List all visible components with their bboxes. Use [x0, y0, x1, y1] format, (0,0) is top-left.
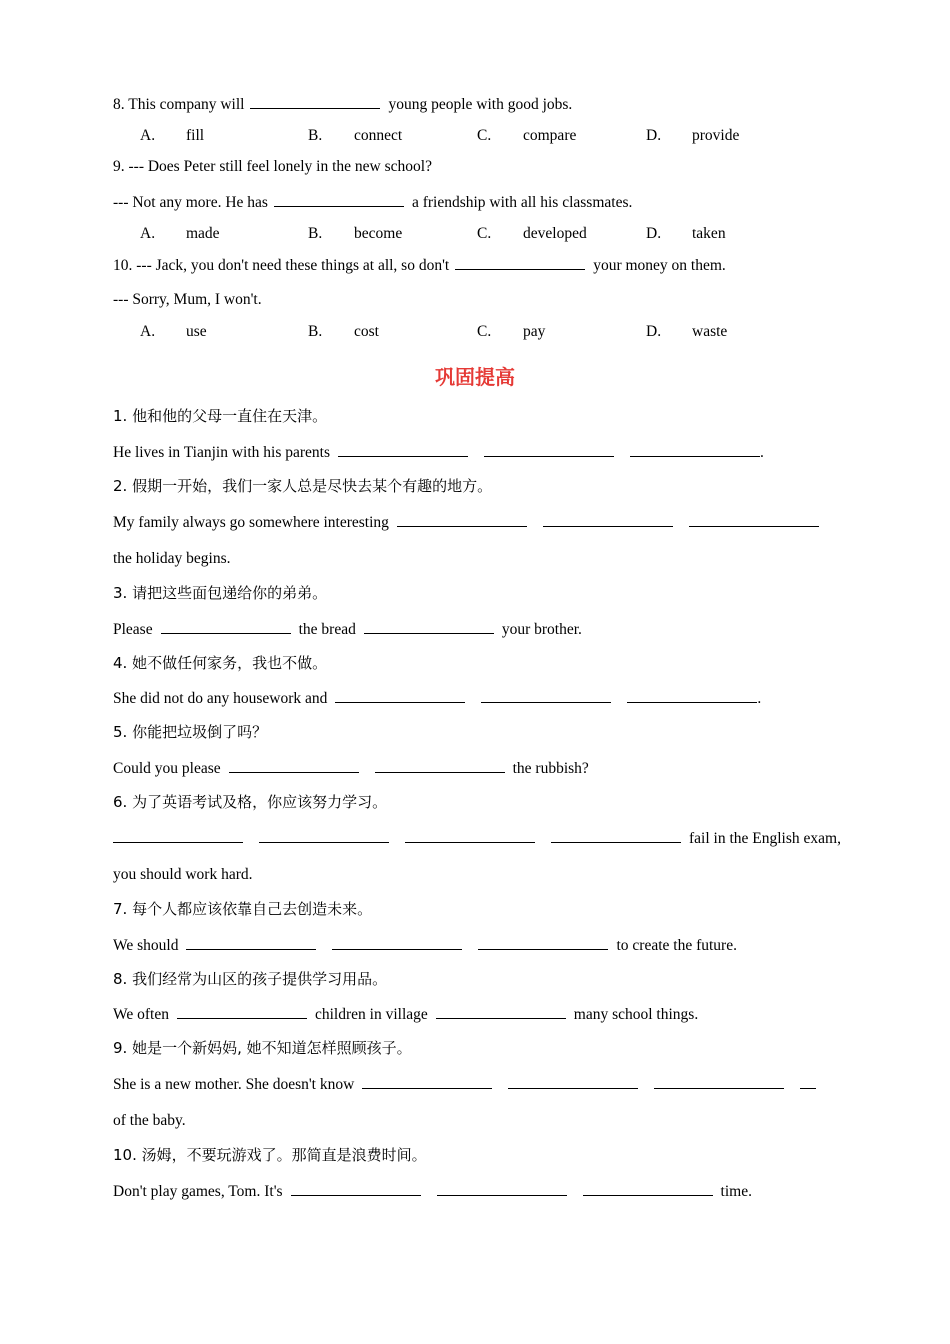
option-d-letter: D. — [646, 127, 662, 144]
translation-continuation: of the baby. — [113, 1112, 186, 1129]
translation-answer-line: Please the bread your brother. — [113, 621, 582, 638]
answer-blank[interactable] — [274, 192, 404, 207]
answer-blank[interactable] — [627, 688, 757, 703]
answer-blank[interactable] — [186, 935, 316, 950]
option-a-letter: A. — [140, 323, 156, 340]
answer-blank[interactable] — [338, 442, 468, 457]
mc-9-options — [140, 224, 840, 244]
translation-answer-line: My family always go somewhere interesting — [113, 512, 827, 533]
translation-prompt: 3. 请把这些面包递给你的弟弟。 — [113, 584, 328, 602]
answer-blank[interactable] — [364, 619, 494, 634]
option-a-text: made — [186, 225, 220, 242]
answer-blank[interactable] — [436, 1004, 566, 1019]
option-c-letter: C. — [477, 323, 492, 340]
answer-blank[interactable] — [800, 1074, 816, 1089]
translation-answer-line: He lives in Tianjin with his parents . — [113, 444, 764, 461]
translation-answer-line: She is a new mother. She doesn't know — [113, 1074, 824, 1095]
option-d-text: provide — [692, 127, 740, 144]
option-c-letter: C. — [477, 127, 492, 144]
answer-blank[interactable] — [229, 758, 359, 773]
translation-prompt: 8. 我们经常为山区的孩子提供学习用品。 — [113, 970, 388, 988]
option-b-text: connect — [354, 127, 403, 144]
mc-10-options — [140, 322, 840, 342]
answer-blank[interactable] — [177, 1004, 307, 1019]
answer-blank[interactable] — [543, 512, 673, 527]
translation-prompt: 5. 你能把垃圾倒了吗？ — [113, 723, 268, 741]
translation-prompt: 4. 她不做任何家务，我也不做。 — [113, 654, 328, 672]
translation-prompt: 7. 每个人都应该依靠自己去创造未来。 — [113, 900, 373, 918]
option-c-text: developed — [523, 225, 587, 242]
mc-9-question: 9. --- Does Peter still feel lonely in the new school? — [113, 158, 432, 175]
answer-blank[interactable] — [291, 1181, 421, 1196]
option-a-letter: A. — [140, 225, 156, 242]
option-d-letter: D. — [646, 323, 662, 340]
answer-blank[interactable] — [689, 512, 819, 527]
mc-10-stem: 10. --- Jack, you don't need these things at all, so don't your money on them. — [113, 257, 726, 274]
option-b-text: cost — [354, 323, 379, 340]
translation-continuation: you should work hard. — [113, 866, 253, 883]
answer-blank[interactable] — [437, 1181, 567, 1196]
answer-blank[interactable] — [161, 619, 291, 634]
option-c-text: compare — [523, 127, 577, 144]
answer-blank[interactable] — [259, 828, 389, 843]
translation-answer-line: fail in the English exam, — [113, 828, 841, 849]
answer-blank[interactable] — [250, 94, 380, 109]
section-title: 巩固提高 — [435, 365, 515, 389]
translation-answer-line: She did not do any housework and . — [113, 690, 762, 707]
translation-answer-line: Could you please the rubbish? — [113, 760, 589, 777]
answer-blank[interactable] — [551, 828, 681, 843]
answer-blank[interactable] — [484, 442, 614, 457]
mc-10-reply: --- Sorry, Mum, I won't. — [113, 291, 262, 308]
answer-blank[interactable] — [478, 935, 608, 950]
option-d-letter: D. — [646, 225, 662, 242]
answer-blank[interactable] — [583, 1181, 713, 1196]
option-b-letter: B. — [308, 323, 323, 340]
mc-8-options — [140, 126, 840, 146]
answer-blank[interactable] — [362, 1074, 492, 1089]
translation-prompt: 10. 汤姆，不要玩游戏了。那简直是浪费时间。 — [113, 1146, 427, 1164]
answer-blank[interactable] — [397, 512, 527, 527]
answer-blank[interactable] — [455, 255, 585, 270]
option-b-letter: B. — [308, 225, 323, 242]
option-b-text: become — [354, 225, 403, 242]
answer-blank[interactable] — [375, 758, 505, 773]
translation-prompt: 6. 为了英语考试及格，你应该努力学习。 — [113, 793, 388, 811]
option-b-letter: B. — [308, 127, 323, 144]
translation-answer-line: We should to create the future. — [113, 937, 737, 954]
option-d-text: taken — [692, 225, 726, 242]
answer-blank[interactable] — [113, 828, 243, 843]
translation-prompt: 1. 他和他的父母一直住在天津。 — [113, 407, 328, 425]
answer-blank[interactable] — [630, 442, 760, 457]
option-d-text: waste — [692, 323, 728, 340]
option-a-text: use — [186, 323, 207, 340]
translation-answer-line: Don't play games, Tom. It's time. — [113, 1183, 752, 1200]
option-c-text: pay — [523, 323, 546, 340]
translation-prompt: 2. 假期一开始，我们一家人总是尽快去某个有趣的地方。 — [113, 477, 493, 495]
mc-8-stem: 8. This company will young people with good jobs. — [113, 96, 573, 113]
answer-blank[interactable] — [508, 1074, 638, 1089]
option-a-text: fill — [186, 127, 205, 144]
option-a-letter: A. — [140, 127, 156, 144]
mc-9-stem: --- Not any more. He has a friendship with all his classmates. — [113, 194, 633, 211]
translation-prompt: 9. 她是一个新妈妈, 她不知道怎样照顾孩子。 — [113, 1039, 412, 1057]
answer-blank[interactable] — [335, 688, 465, 703]
option-c-letter: C. — [477, 225, 492, 242]
translation-answer-line: We often children in village many school things. — [113, 1006, 699, 1023]
answer-blank[interactable] — [654, 1074, 784, 1089]
translation-continuation: the holiday begins. — [113, 550, 231, 567]
answer-blank[interactable] — [405, 828, 535, 843]
answer-blank[interactable] — [332, 935, 462, 950]
answer-blank[interactable] — [481, 688, 611, 703]
